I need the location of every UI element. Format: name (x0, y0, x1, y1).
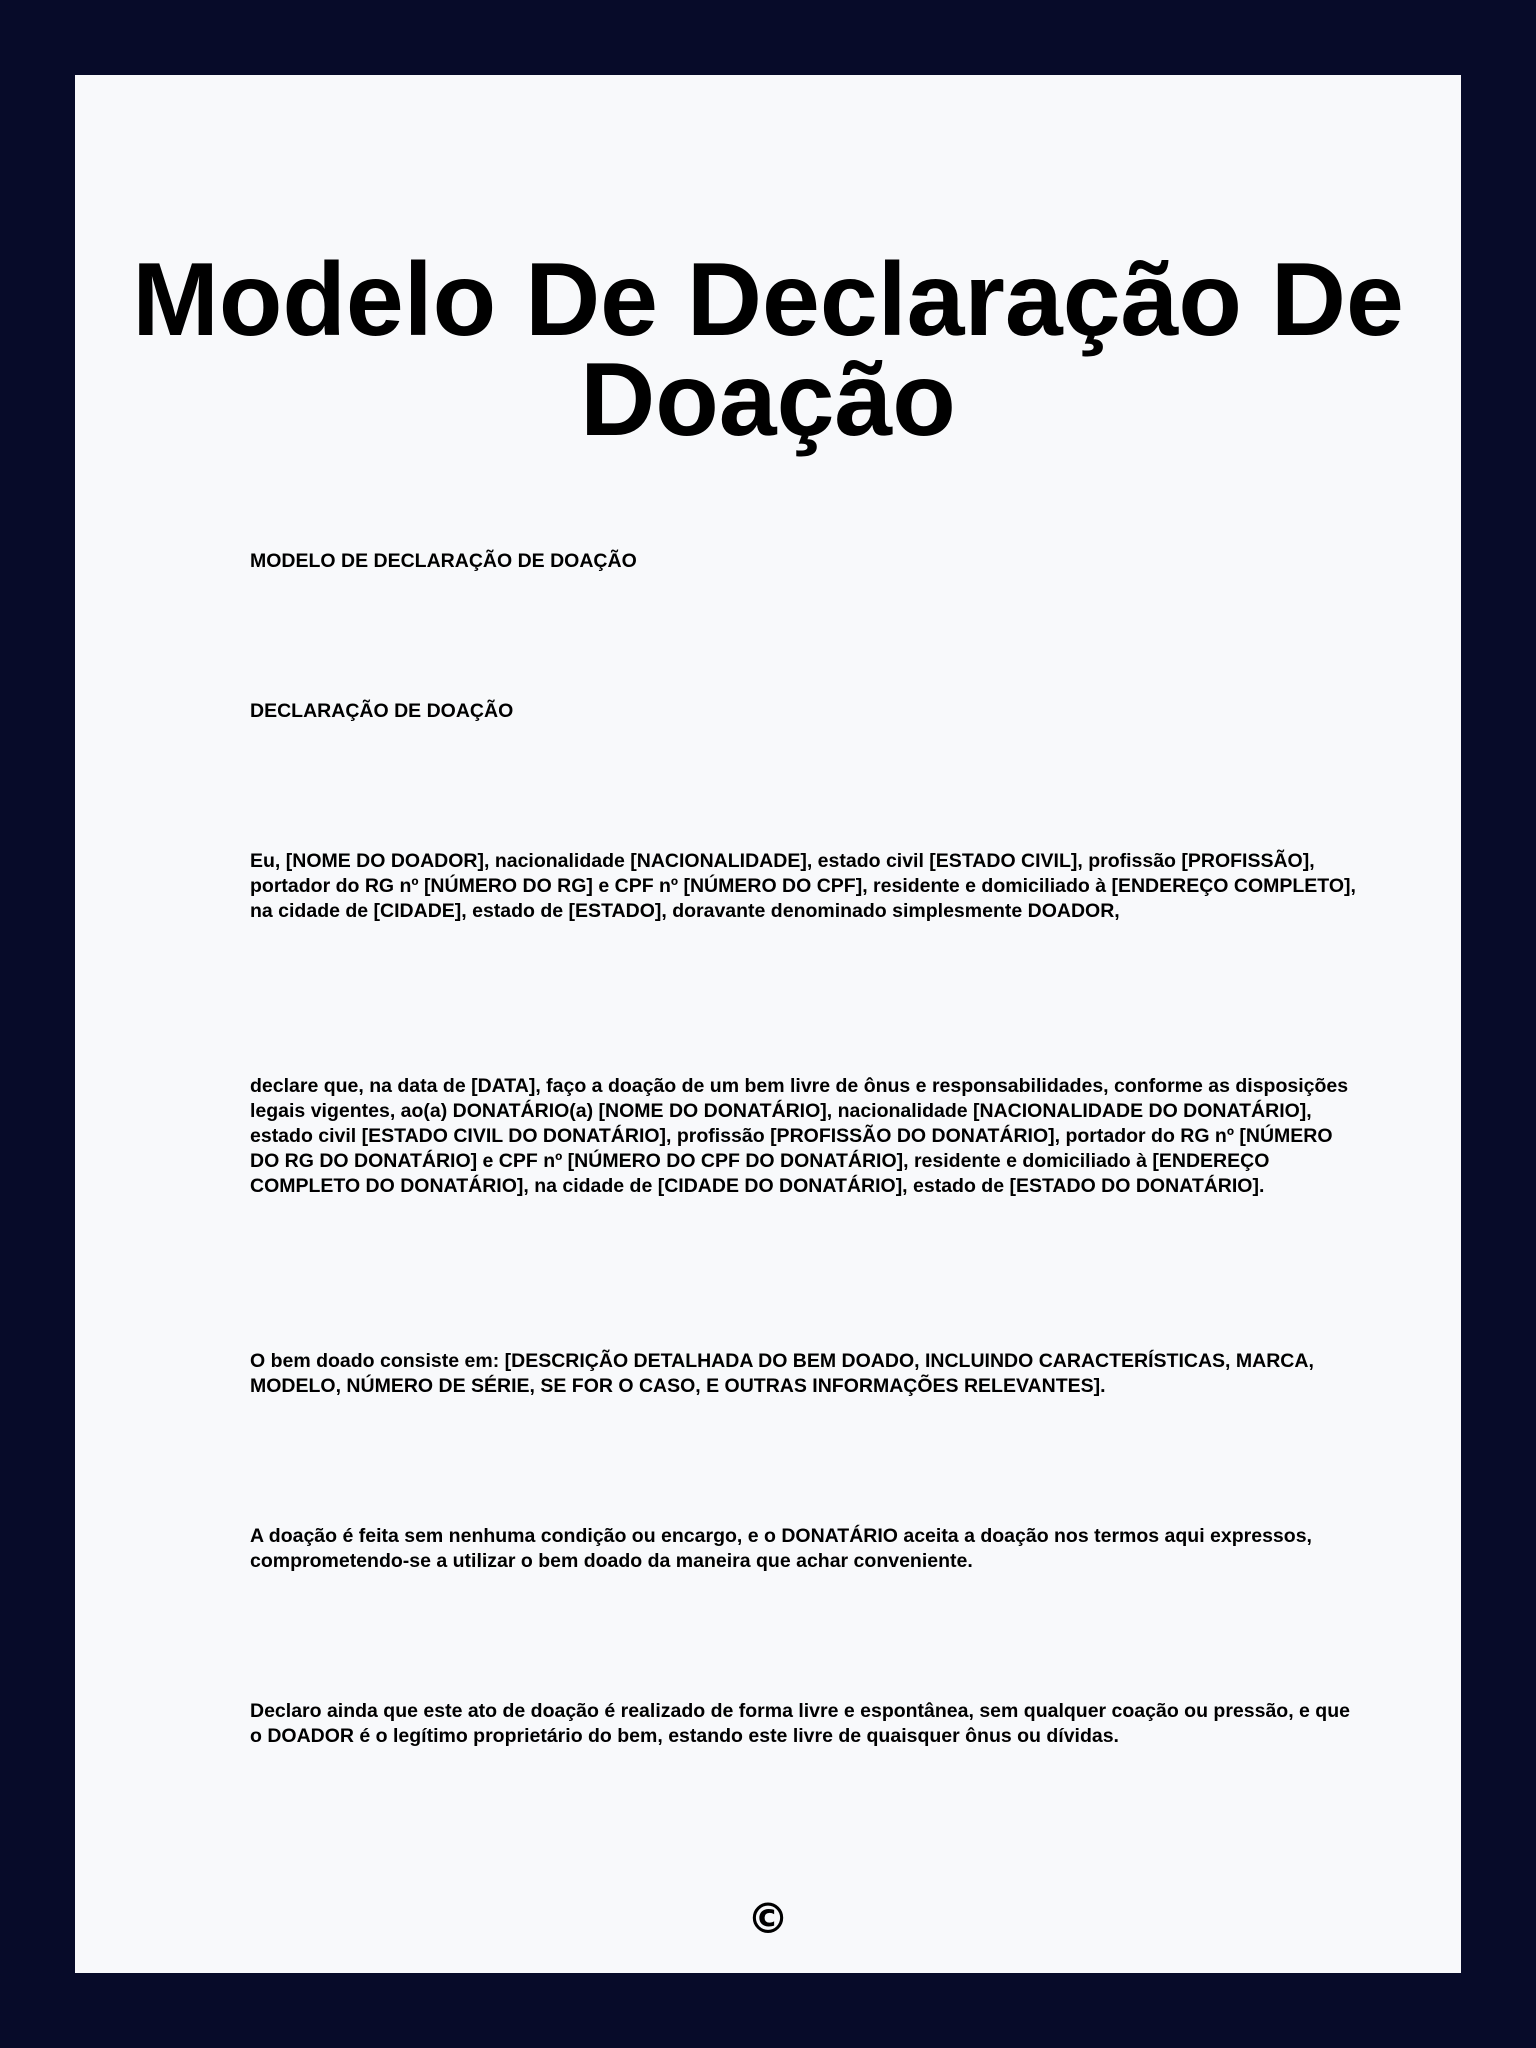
document-page (75, 75, 1461, 1973)
document-title: Modelo De Declaração De Doação (132, 242, 1404, 458)
paragraph-donor: Eu, [NOME DO DOADOR], nacionalidade [NACIONALIDADE], estado civil [ESTADO CIVIL], profissão [PROFISSÃO], portador do RG nº [NÚMERO DO RG] e CPF nº [NÚMERO DO CPF], residente e domiciliado à [ENDEREÇO COMPLETO], na cidade de [CIDADE], estado de [ESTADO], doravante denominado simplesmente DOADOR, (250, 850, 1356, 922)
paragraph-conditions: A doação é feita sem nenhuma condição ou encargo, e o DONATÁRIO aceita a doação nos termos aqui expressos, comprometendo-se a utilizar o bem doado da maneira que achar conveniente. (250, 1525, 1312, 1572)
paragraph-declaration: Declaro ainda que este ato de doação é realizado de forma livre e espontânea, sem qualquer coação ou pressão, e que o DOADOR é o legítimo proprietário do bem, estando este livre de quaisquer ônus ou dívidas. (250, 1700, 1350, 1747)
declaration-heading: DECLARAÇÃO DE DOAÇÃO (250, 700, 514, 722)
paragraph-donee: declare que, na data de [DATA], faço a doação de um bem livre de ônus e responsabilidades, conforme as disposições legais vigentes, ao(a) DONATÁRIO(a) [NOME DO DONATÁRIO], nacionalidade [NACIONALIDADE DO DONATÁRIO], estado civil [ESTADO CIVIL DO DONATÁRIO], profissão [PROFISSÃO DO DONATÁRIO], portador do RG nº [NÚMERO DO RG DO DONATÁRIO] e CPF nº [NÚMERO DO CPF DO DONATÁRIO], residente e domiciliado à [ENDEREÇO COMPLETO DO DONATÁRIO], na cidade de [CIDADE DO DONATÁRIO], estado de [ESTADO DO DONATÁRIO]. (250, 1075, 1349, 1197)
paragraph-item: O bem doado consiste em: [DESCRIÇÃO DETALHADA DO BEM DOADO, INCLUINDO CARACTERÍSTICAS, MARCA, MODELO, NÚMERO DE SÉRIE, SE FOR O CASO, E OUTRAS INFORMAÇÕES RELEVANTES]. (250, 1350, 1314, 1397)
document-heading: MODELO DE DECLARAÇÃO DE DOAÇÃO (250, 550, 637, 572)
copyright-icon: © (747, 1894, 789, 1943)
